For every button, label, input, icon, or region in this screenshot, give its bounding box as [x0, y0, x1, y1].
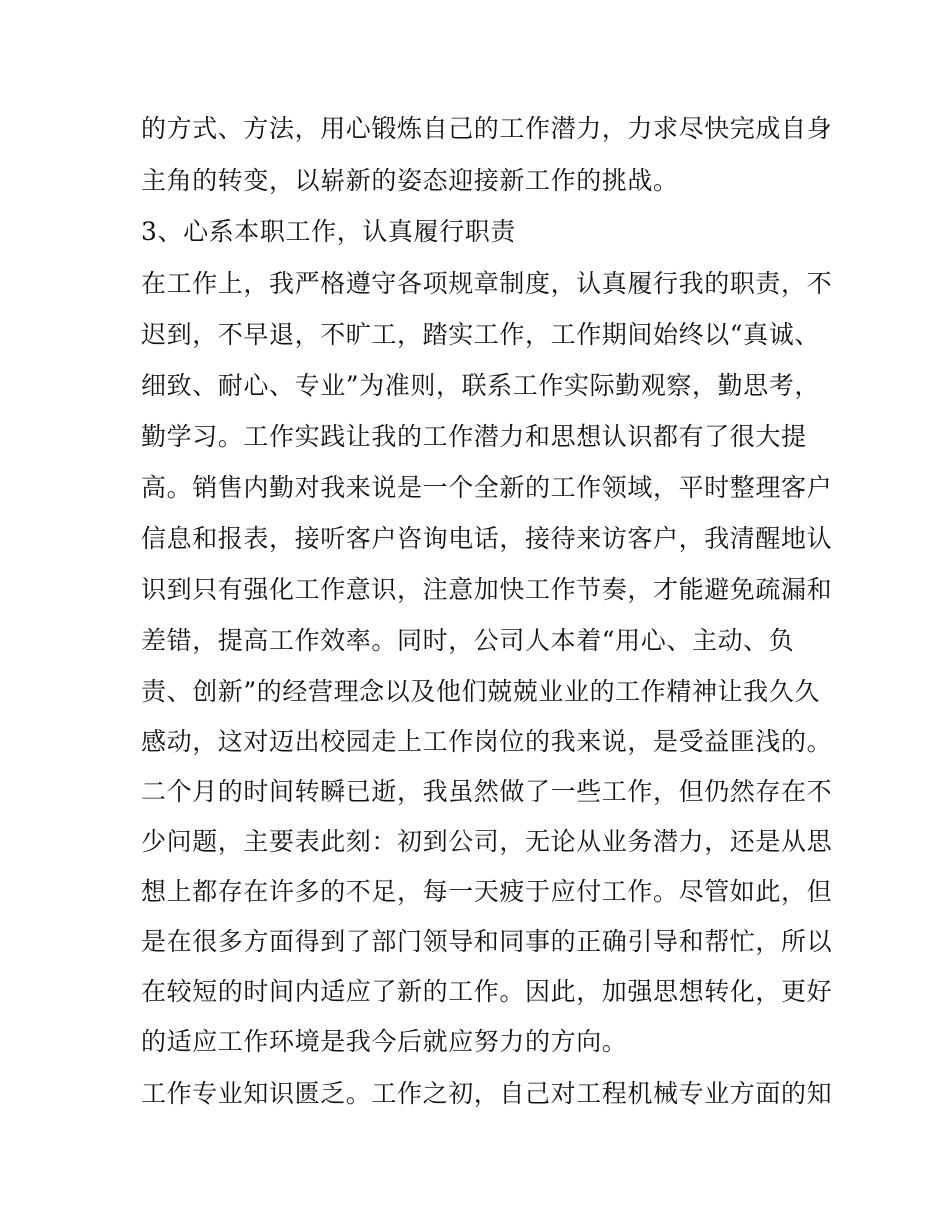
text-line: 在较短的时间内适应了新的工作。因此，加强思想转化，更好	[141, 977, 833, 1006]
text-line: 识到只有强化工作意识，注意加快工作节奏，才能避免疏漏和	[141, 575, 833, 604]
text-line: 主角的转变，以崭新的姿态迎接新工作的挑战。	[141, 166, 679, 195]
text-line: 感动，这对迈出校园走上工作岗位的我来说，是受益匪浅的。	[141, 727, 833, 756]
section-heading: 3、心系本职工作，认真履行职责	[141, 217, 516, 246]
text-line: 的方式、方法，用心锻炼自己的工作潜力，力求尽快完成自身	[141, 114, 833, 143]
text-line: 信息和报表，接听客户咨询电话，接待来访客户，我清醒地认	[141, 524, 833, 553]
text-line: 工作专业知识匮乏。工作之初，自己对工程机械专业方面的知	[141, 1079, 833, 1108]
text-line: 高。销售内勤对我来说是一个全新的工作领域，平时整理客户	[141, 473, 833, 502]
text-line: 少问题，主要表此刻：初到公司，无论从业务潜力，还是从思	[141, 827, 833, 856]
text-line: 的适应工作环境是我今后就应努力的方向。	[141, 1027, 628, 1056]
text-line: 二个月的时间转瞬已逝，我虽然做了一些工作，但仍然存在不	[141, 777, 833, 806]
text-line: 迟到，不早退，不旷工，踏实工作，工作期间始终以“真诚、	[141, 320, 820, 349]
text-line: 差错，提高工作效率。同时，公司人本着“用心、主动、负	[141, 626, 795, 655]
text-line: 责、创新”的经营理念以及他们兢兢业业的工作精神让我久久	[141, 677, 820, 706]
text-line: 勤学习。工作实践让我的工作潜力和思想认识都有了很大提	[141, 422, 807, 451]
text-line: 是在很多方面得到了部门领导和同事的正确引导和帮忙，所以	[141, 927, 833, 956]
text-line: 细致、耐心、专业”为准则，联系工作实际勤观察，勤思考，	[141, 371, 820, 400]
text-line: 在工作上，我严格遵守各项规章制度，认真履行我的职责，不	[141, 269, 833, 298]
text-line: 想上都存在许多的不足，每一天疲于应付工作。尽管如此，但	[141, 877, 833, 906]
